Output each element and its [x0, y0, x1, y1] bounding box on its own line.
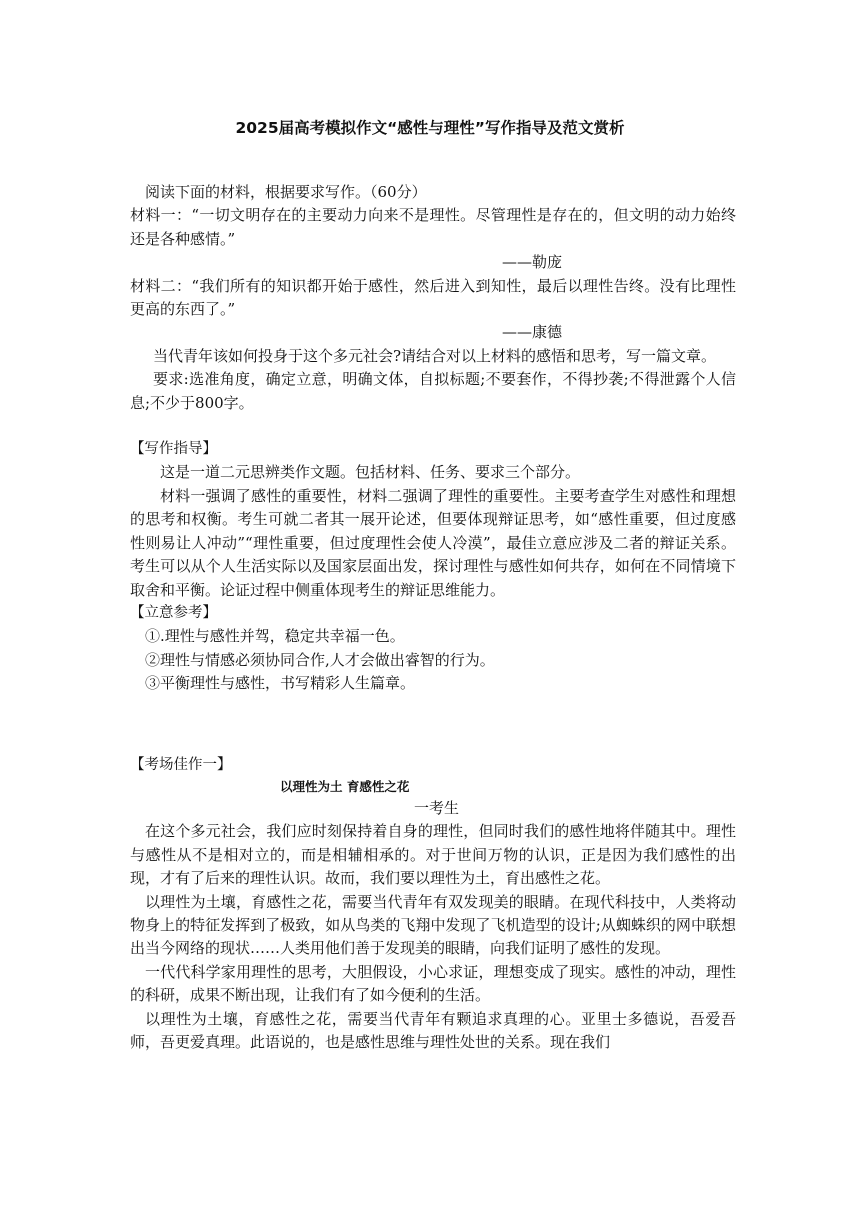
ideas-heading: 【立意参考】	[130, 604, 217, 621]
spacer	[130, 696, 736, 754]
guidance-heading: 【写作指导】	[130, 441, 217, 458]
essay-heading: 【考场佳作一】	[130, 756, 232, 773]
document-body	[130, 181, 736, 1054]
essay-title: 以理性为土 育感性之花	[280, 778, 410, 794]
idea-item: ②理性与情感必须协同合作,人才会做出睿智的行为。	[145, 650, 495, 669]
essay-author: 一考生	[414, 798, 460, 817]
guidance-paragraph: 这是一道二元思辨类作文题。包括材料、任务、要求三个部分。	[160, 463, 581, 482]
prompt-requirements: 要求:选准角度，确定立意，明确文体，自拟标题;不要套作，不得抄袭;不得泄露个人信息;不少于800字。	[130, 370, 736, 412]
idea-item: ③平衡理性与感性，书写精彩人生篇章。	[145, 674, 416, 693]
prompt-intro: 阅读下面的材料，根据要求写作。（60分）	[145, 183, 427, 201]
prompt-material-1-author: ——勒庞	[502, 253, 563, 272]
idea-item: ①.理性与感性并驾，稳定共幸福一色。	[145, 627, 405, 646]
prompt-material-2: 材料二：“我们所有的知识都开始于感性，然后进入到知性，最后以理性告终。没有比理性更高的东西了。”	[130, 276, 736, 319]
essay-paragraph: 在这个多元社会，我们应时刻保持着自身的理性，但同时我们的感性地将伴随其中。理性与感性从不是相对立的，而是相辅相承的。对于世间万物的认识，正是因为我们感性的出现，才有了后来的理性认识。故而，我们要以理性为土，育出感性之花。	[130, 822, 736, 888]
prompt-material-2-author: ——康德	[502, 323, 563, 342]
prompt-task: 当代青年该如何投身于这个多元社会?请结合对以上材料的感悟和思考，写一篇文章。	[153, 346, 717, 365]
essay-paragraph: 以理性为土壤，育感性之花，需要当代青年有颗追求真理的心。亚里士多德说，吾爱吾师，吾更爱真理。此语说的，也是感性思维与理性处世的关系。现在我们	[130, 1009, 736, 1051]
document-title: 2025届高考模拟作文“感性与理性”写作指导及范文赏析	[235, 119, 625, 137]
essay-paragraph: 一代代科学家用理性的思考，大胆假设，小心求证，理想变成了现实。感性的冲动，理性的科研，成果不断出现，让我们有了如今便利的生活。	[130, 962, 736, 1005]
spacer	[130, 415, 736, 438]
prompt-material-1: 材料一：“一切文明存在的主要动力向来不是理性。尽管理性是存在的，但文明的动力始终还是各种感情。”	[130, 206, 736, 248]
guidance-paragraph: 材料一强调了感性的重要性，材料二强调了理性的重要性。主要考查学生对感性和理想的思考和权衡。考生可就二者其一展开论述，但要体现辩证思考，如“感性重要，但过度感性则易让人冲动”“理性重要，但过度理性会使人冷漠”，最佳立意应涉及二者的辩证关系。考生可以从个人生活实际以及国家层面出发，探讨理性与感性如何共存，如何在不同情境下取舍和平衡。论证过程中侧重体现考生的辩证思维能力。	[130, 486, 736, 599]
essay-paragraph: 以理性为土壤，育感性之花，需要当代青年有双发现美的眼睛。在现代科技中，人类将动物身上的特征发挥到了极致，如从鸟类的飞翔中发现了飞机造型的设计;从蜘蛛织的网中联想出当今网络的现状……人类用他们善于发现美的眼睛，向我们证明了感性的发现。	[130, 892, 736, 958]
